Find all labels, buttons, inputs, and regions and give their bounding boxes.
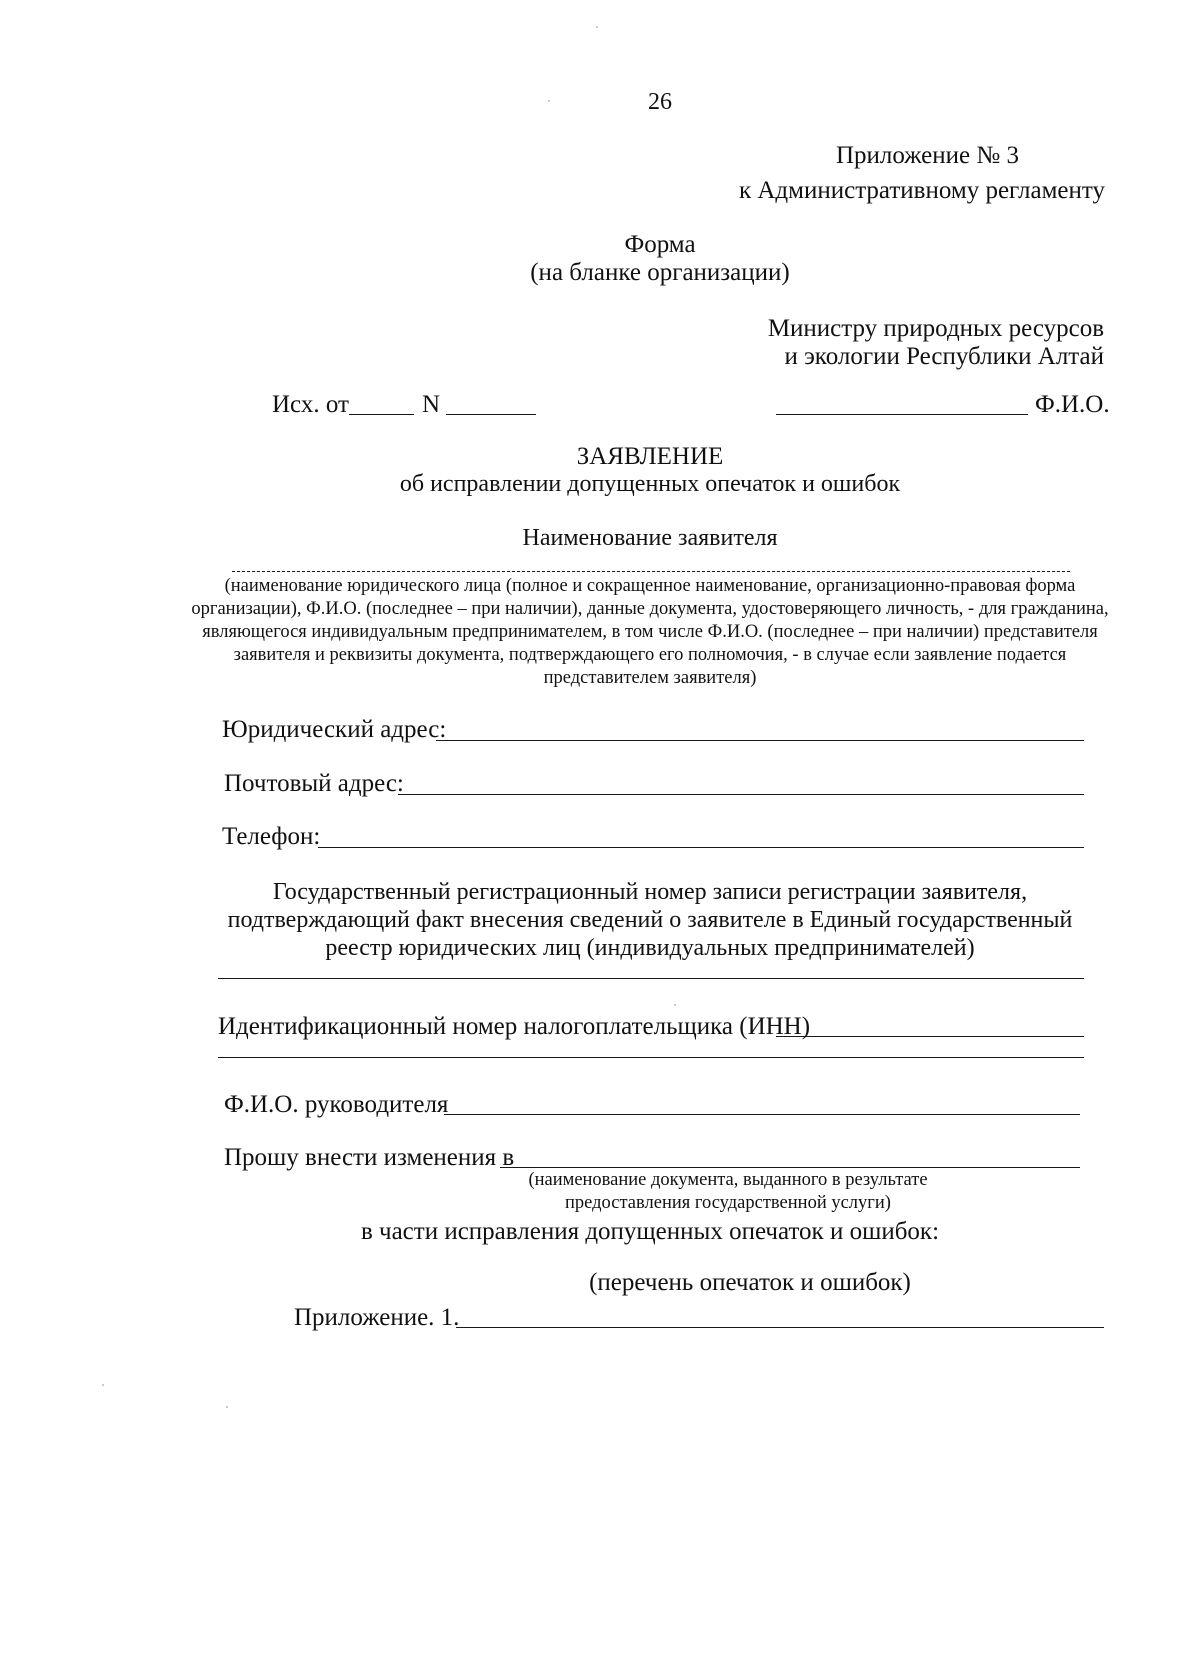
attachment-field[interactable] — [456, 1327, 1104, 1328]
signatory-fio-label: Ф.И.О. — [1035, 391, 1110, 418]
form-title: Форма — [624, 231, 696, 258]
inn-label: Идентификационный номер налогоплательщика (ИНН) — [218, 1013, 811, 1040]
scan-speck — [226, 1406, 228, 1408]
appendix-regulation: к Административному регламенту — [738, 177, 1105, 204]
inn-field[interactable] — [776, 1036, 1084, 1037]
outgoing-ref-label: Исх. от — [272, 391, 349, 418]
legal-address-label: Юридический адрес: — [222, 716, 447, 743]
errors-list-hint: (перечень опечаток и ошибок) — [589, 1269, 911, 1296]
postal-address-label: Почтовый адрес: — [224, 770, 404, 797]
outgoing-number-field[interactable] — [446, 414, 536, 415]
applicant-hint: (наименование юридического лица (полное и сокращенное наименование, организационно-правовая форма организации), Ф.И.О. (последнее – при наличии), данные документа, удостоверяющего личность, - для гражданина, являющегося индивидуальным предпринимателем, в том числе Ф.И.О. (последнее – при наличии) представителя заявителя и реквизиты документа, подтверждающего его полномочия, - в случае если заявление подается представителем заявителя) — [191, 576, 1109, 688]
applicant-label: Наименование заявителя — [522, 525, 778, 551]
request-purpose: в части исправления допущенных опечаток и ошибок: — [360, 1218, 940, 1245]
inn-extra-line[interactable] — [218, 1057, 1084, 1058]
form-subtitle: (на бланке организации) — [530, 259, 790, 286]
addressee-line2: и экологии Республики Алтай — [784, 343, 1104, 370]
applicant-name-field[interactable] — [232, 571, 1070, 572]
page-number: 26 — [648, 89, 672, 115]
registration-number-label: Государственный регистрационный номер записи регистрации заявителя, подтверждающий факт внесения сведений о заявителе в Единый государственный реестр юридических лиц (индивидуальных предпринимателей) — [227, 879, 1073, 961]
request-hint-line1: (наименование документа, выданного в результате — [528, 1170, 928, 1190]
document-subtitle: об исправлении допущенных опечаток и ошибок — [399, 471, 901, 497]
scan-speck — [674, 1004, 676, 1006]
scan-speck — [102, 1384, 104, 1386]
phone-label: Телефон: — [222, 823, 321, 850]
outgoing-date-field[interactable] — [349, 414, 414, 415]
attachment-label: Приложение. 1. — [294, 1304, 460, 1331]
outgoing-number-label: N — [422, 391, 441, 418]
signatory-fio-field[interactable] — [776, 414, 1028, 415]
document-title: ЗАЯВЛЕНИЕ — [576, 443, 724, 470]
scan-speck — [548, 100, 550, 102]
legal-address-field[interactable] — [436, 740, 1084, 741]
appendix-number: Приложение № 3 — [835, 142, 1019, 169]
addressee-line1: Министру природных ресурсов — [767, 315, 1104, 342]
director-fio-field[interactable] — [444, 1114, 1080, 1115]
request-document-field[interactable] — [500, 1167, 1080, 1168]
request-label: Прошу внести изменения в — [224, 1144, 515, 1171]
phone-field[interactable] — [318, 847, 1084, 848]
registration-number-field[interactable] — [218, 978, 1084, 979]
request-hint-line2: предоставления государственной услуги) — [565, 1193, 891, 1213]
postal-address-field[interactable] — [398, 794, 1084, 795]
director-label: Ф.И.О. руководителя — [224, 1091, 449, 1118]
scan-speck — [596, 26, 598, 28]
